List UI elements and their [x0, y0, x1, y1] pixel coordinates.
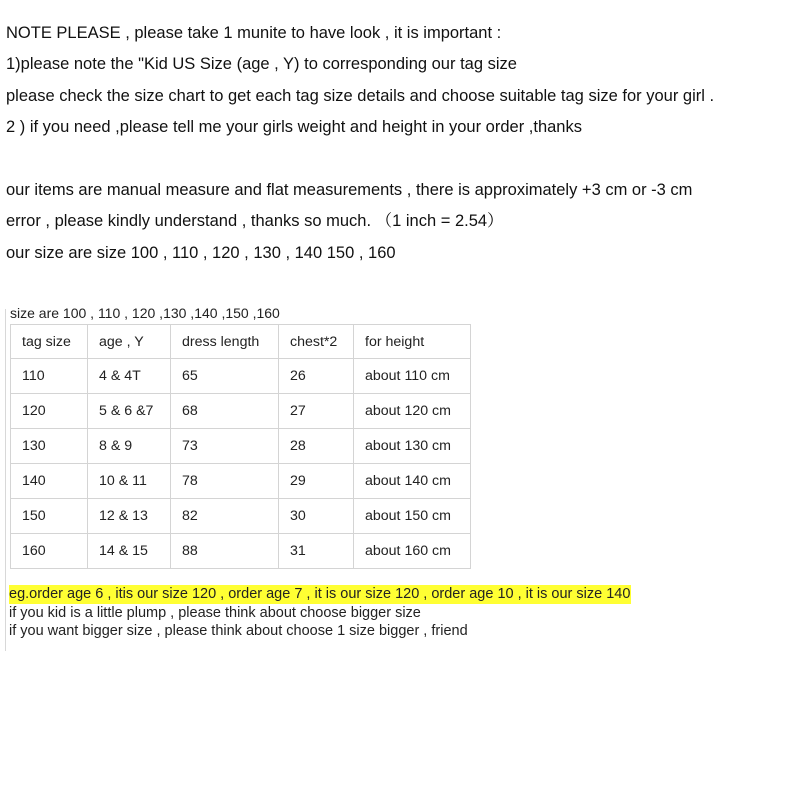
order-tips: [9, 585, 631, 640]
cell-dress-length: 82: [171, 499, 279, 534]
table-header-row: [11, 325, 471, 359]
cell-tag-size: 150: [11, 499, 88, 534]
cell-tag-size: 120: [11, 394, 88, 429]
note-size-chart-advice: please check the size chart to get each tag size details and choose suitable tag size for your girl .: [6, 86, 715, 105]
table-row: [11, 394, 471, 429]
cell-tag-size: 140: [11, 464, 88, 499]
cell-age: 12 & 13: [88, 499, 171, 534]
cell-for-height: about 160 cm: [354, 534, 471, 569]
cell-dress-length: 68: [171, 394, 279, 429]
cell-chest: 31: [279, 534, 354, 569]
cell-for-height: about 140 cm: [354, 464, 471, 499]
tip-plump: if you kid is a little plump , please think about choose bigger size: [9, 605, 421, 621]
cell-age: 14 & 15: [88, 534, 171, 569]
cell-dress-length: 88: [171, 534, 279, 569]
table-row: [11, 359, 471, 394]
cell-tag-size: 130: [11, 429, 88, 464]
cell-chest: 27: [279, 394, 354, 429]
size-notes: [6, 18, 796, 269]
cell-for-height: about 110 cm: [354, 359, 471, 394]
cell-dress-length: 65: [171, 359, 279, 394]
note-error: error , please kindly understand , thanks so much. （1 inch = 2.54）: [6, 212, 504, 231]
header-tag-size: tag size: [11, 325, 88, 359]
cell-dress-length: 78: [171, 464, 279, 499]
chart-left-rule: [5, 309, 6, 651]
cell-tag-size: 110: [11, 359, 88, 394]
header-dress-length: dress length: [171, 325, 279, 359]
header-for-height: for height: [354, 325, 471, 359]
table-row: [11, 499, 471, 534]
note-heading: NOTE PLEASE , please take 1 munite to have look , it is important :: [6, 24, 502, 42]
cell-chest: 26: [279, 359, 354, 394]
table-row: [11, 464, 471, 499]
table-row: [11, 534, 471, 569]
tip-bigger-size: if you want bigger size , please think about choose 1 size bigger , friend: [9, 623, 468, 639]
cell-age: 5 & 6 &7: [88, 394, 171, 429]
size-table: [10, 324, 471, 569]
cell-age: 8 & 9: [88, 429, 171, 464]
cell-age: 4 & 4T: [88, 359, 171, 394]
note-size-list: our size are size 100 , 110 , 120 , 130 , 140 150 , 160: [6, 243, 396, 262]
size-chart-caption: size are 100 , 110 , 120 ,130 ,140 ,150 ,160: [10, 305, 280, 321]
table-row: [11, 429, 471, 464]
note-measurement: our items are manual measure and flat measurements , there is approximately +3 cm or -3 cm: [6, 180, 693, 199]
cell-for-height: about 150 cm: [354, 499, 471, 534]
note-spacer: [6, 144, 796, 175]
highlighted-example: eg.order age 6 , itis our size 120 , order age 7 , it is our size 120 , order age 10 , it is our size 140: [9, 586, 631, 602]
cell-chest: 28: [279, 429, 354, 464]
note-point-2: 2 ) if you need ,please tell me your girls weight and height in your order ,thanks: [6, 118, 582, 137]
cell-for-height: about 130 cm: [354, 429, 471, 464]
cell-tag-size: 160: [11, 534, 88, 569]
cell-for-height: about 120 cm: [354, 394, 471, 429]
cell-dress-length: 73: [171, 429, 279, 464]
note-point-1: 1)please note the "Kid US Size (age , Y) to corresponding our tag size: [6, 55, 517, 74]
header-age: age , Y: [88, 325, 171, 359]
cell-chest: 29: [279, 464, 354, 499]
cell-age: 10 & 11: [88, 464, 171, 499]
header-chest: chest*2: [279, 325, 354, 359]
cell-chest: 30: [279, 499, 354, 534]
